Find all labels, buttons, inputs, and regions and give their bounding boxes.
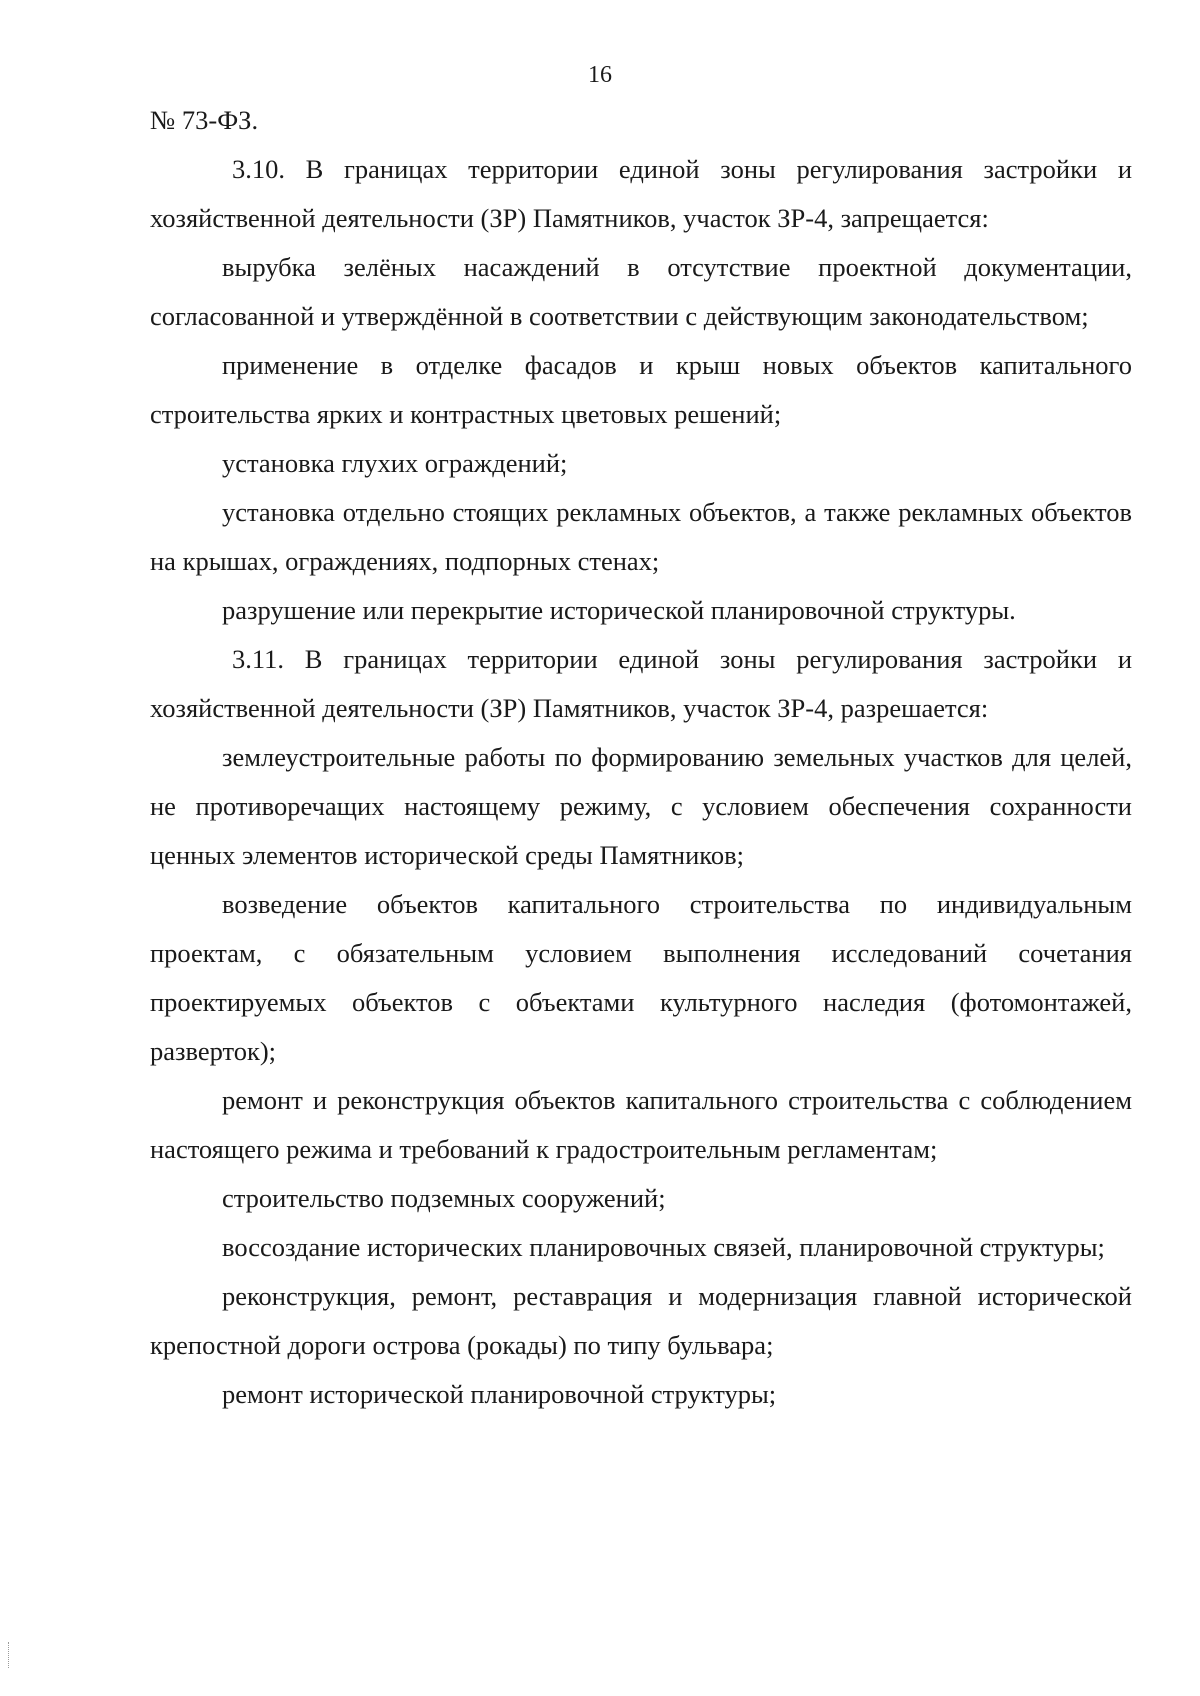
- permission-item: ремонт исторической планировочной структуры;: [222, 1379, 777, 1409]
- permission-item: возведение объектов капитального строительства по индивидуальным проектам, с обязательным условием выполнения исследований сочетания проектируемых объектов с объектами культурного наследия (фотомонтажей, разверток);: [150, 889, 1132, 1066]
- law-reference-line: № 73-ФЗ.: [150, 105, 259, 135]
- clause-3-10-heading: 3.10. В границах территории единой зоны регулирования застройки и хозяйственной деятельности (ЗР) Памятников, участок ЗР-4, запрещается:: [150, 154, 1132, 233]
- prohibition-item: установка отдельно стоящих рекламных объектов, а также рекламных объектов на крышах, ограждениях, подпорных стенах;: [150, 497, 1132, 576]
- permission-item: реконструкция, ремонт, реставрация и модернизация главной исторической крепостной дороги острова (рокады) по типу бульвара;: [150, 1281, 1132, 1360]
- prohibition-item: применение в отделке фасадов и крыш новых объектов капитального строительства ярких и контрастных цветовых решений;: [150, 350, 1132, 429]
- prohibition-item: установка глухих ограждений;: [222, 448, 568, 478]
- permission-item: землеустроительные работы по формированию земельных участков для целей, не противоречащих настоящему режиму, с условием обеспечения сохранности ценных элементов исторической среды Памятников;: [150, 742, 1132, 870]
- prohibition-item: разрушение или перекрытие исторической планировочной структуры.: [222, 595, 1016, 625]
- prohibition-item: вырубка зелёных насаждений в отсутствие проектной документации, согласованной и утверждённой в соответствии с действующим законодательством;: [150, 252, 1132, 331]
- permission-item: ремонт и реконструкция объектов капитального строительства с соблюдением настоящего режима и требований к градостроительным регламентам;: [150, 1085, 1132, 1164]
- page-number: 16: [588, 62, 612, 88]
- permission-item: строительство подземных сооружений;: [222, 1183, 666, 1213]
- document-body: [150, 96, 1132, 1419]
- scan-edge-mark: [8, 1642, 13, 1668]
- permission-item: воссоздание исторических планировочных связей, планировочной структуры;: [222, 1232, 1105, 1262]
- clause-3-11-heading: 3.11. В границах территории единой зоны регулирования застройки и хозяйственной деятельности (ЗР) Памятников, участок ЗР-4, разрешается:: [150, 644, 1132, 723]
